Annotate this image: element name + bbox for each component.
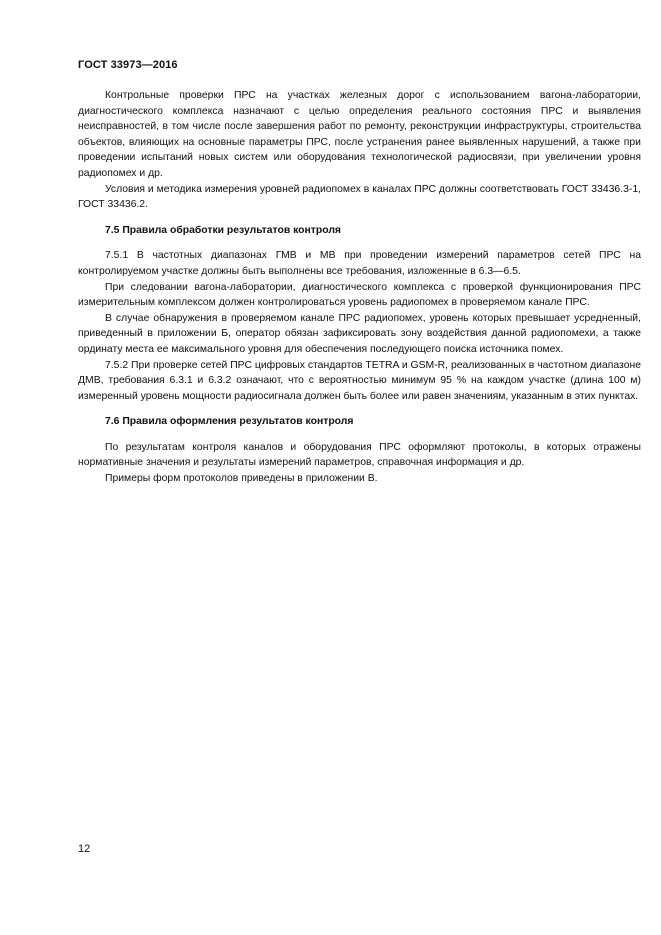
section-heading-7-6: 7.6 Правила оформления результатов контроля xyxy=(105,416,354,428)
paragraph-7-5-2: 7.5.2 При проверке сетей ПРС цифровых стандартов TETRA и GSM-R, реализованных в частотном диапазоне ДМВ, требования 6.3.1 и 6.3.2 означают, что с вероятностью минимум 95 % на каждом участке (длина 100 м) измеренный уровень мощности радиосигнала должен быть более или равен значениям, указанным в этих пунктах. xyxy=(78,359,641,402)
paragraph-control-checks: Контрольные проверки ПРС на участках железных дорог с использованием вагона-лаборатории, диагностического комплекса назначают с целью определения реального состояния ПРС и выявления неисправностей, в том числе после завершения работ по ремонту, реконструкции инфраструктуры, строительства объектов, влияющих на основные параметры ПРС, после устранения ранее выявленных нарушений, а также при проведении испытаний новых систем или оборудования технологической радиосвязи, при увеличении уровня радиопомех и др. xyxy=(78,90,641,179)
document-header: ГОСТ 33973—2016 xyxy=(78,59,178,71)
paragraph-7-5-1: 7.5.1 В частотных диапазонах ГМВ и МВ при проведении измерений параметров сетей ПРС на контролируемом участке должны быть выполнены все требования, изложенные в 6.3—6.5. xyxy=(78,250,641,277)
section-heading-7-5: 7.5 Правила обработки результатов контроля xyxy=(105,224,341,236)
page-body xyxy=(78,88,641,487)
paragraph-interference-detection: В случае обнаружения в проверяемом канале ПРС радиопомех, уровень которых превышает усредненный, приведенный в приложении Б, оператор обязан зафиксировать зону воздействия данной радиопомехи, а также ординату места ее максимального уровня для обеспечения последующего поиска источника помех. xyxy=(78,312,641,355)
page-number: 12 xyxy=(78,843,91,855)
paragraph-protocols: По результатам контроля каналов и оборудования ПРС оформляют протоколы, в которых отражены нормативные значения и результаты измерений параметров, справочная информация и др. xyxy=(78,441,641,469)
paragraph-protocol-forms: Примеры форм протоколов приведены в приложении В. xyxy=(105,473,378,485)
paragraph-measurement-conditions: Условия и методика измерения уровней радиопомех в каналах ПРС должны соответствовать ГОСТ 33436.3-1, ГОСТ 33436.2. xyxy=(78,183,641,211)
paragraph-lab-car-monitoring: При следовании вагона-лаборатории, диагностического комплекса с проверкой функционирования ПРС измерительным комплексом должен контролироваться уровень радиопомех в проверяемом канале ПРС. xyxy=(78,281,641,309)
